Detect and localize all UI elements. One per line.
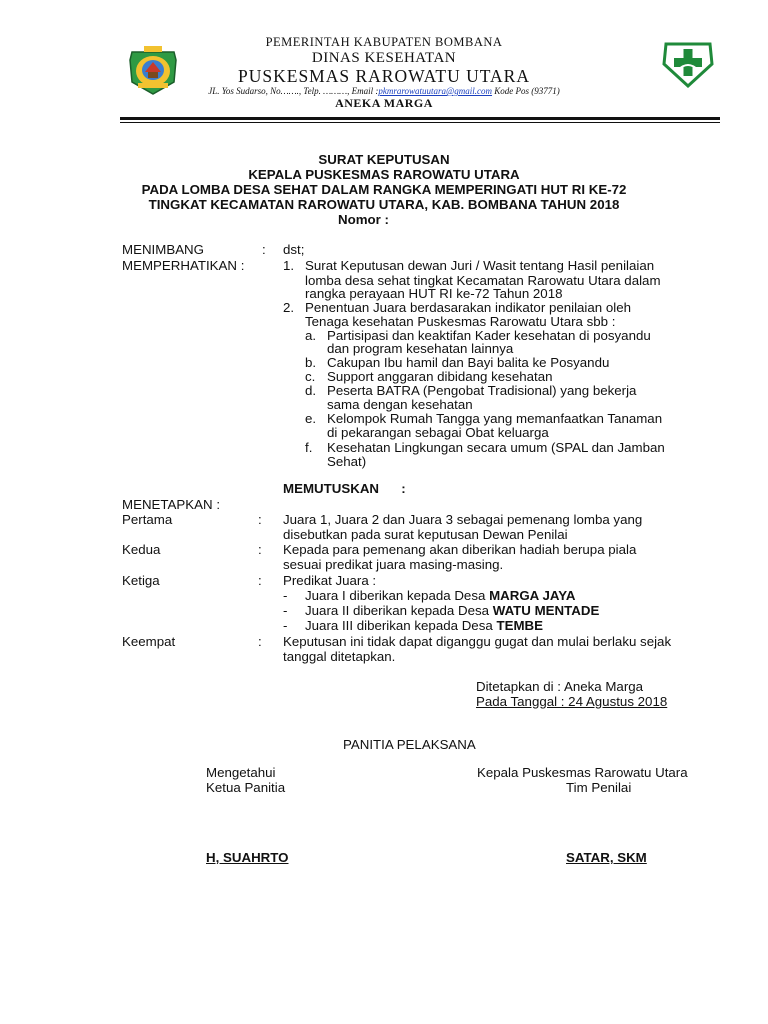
item1-line2: lomba desa sehat tingkat Kecamatan Rarowatu Utara dalam — [305, 273, 661, 288]
sign-right-name: SATAR, SKM — [566, 850, 647, 865]
keempat-line2: tanggal ditetapkan. — [283, 649, 396, 664]
title-nomor: Nomor : — [338, 212, 389, 227]
panitia-heading: PANITIA PELAKSANA — [343, 737, 476, 752]
pertama-line2: disebutkan pada surat keputusan Dewan Penilai — [283, 527, 568, 542]
menimbang-colon: : — [262, 242, 266, 257]
memperhatikan-label: MEMPERHATIKAN : — [122, 258, 245, 273]
winner-2 — [305, 603, 599, 618]
winner-2-desa: WATU MENTADE — [492, 603, 600, 618]
kedua-label: Kedua — [122, 542, 161, 557]
sub-key-a: a. — [305, 328, 317, 343]
pertama-label: Pertama — [122, 512, 173, 527]
kedua-colon: : — [258, 542, 262, 557]
ketiga-colon: : — [258, 573, 262, 588]
ketiga-line1: Predikat Juara : — [283, 573, 377, 588]
winner-1-desa: MARGA JAYA — [489, 588, 576, 603]
header-government: PEMERINTAH KABUPATEN BOMBANA — [265, 35, 503, 49]
sub-d-line1: Peserta BATRA (Pengobat Tradisional) yang bekerja — [327, 383, 637, 398]
title-tingkat: TINGKAT KECAMATAN RAROWATU UTARA, KAB. BOMBANA TAHUN 2018 — [148, 197, 620, 212]
keempat-line1: Keputusan ini tidak dapat diganggu gugat dan mulai berlaku sejak — [283, 634, 672, 649]
sign-left-name: H, SUAHRTO — [206, 850, 289, 865]
header-address — [0, 86, 768, 96]
sign-left-mengetahui: Mengetahui — [206, 765, 276, 780]
sub-d-line2: sama dengan kesehatan — [327, 397, 473, 412]
kedua-line1: Kepada para pemenang akan diberikan hadiah berupa piala — [283, 542, 637, 557]
menetapkan-label: MENETAPKAN : — [122, 497, 221, 512]
winner-2-text: Juara II diberikan kepada Desa — [305, 603, 493, 618]
sub-e-line2: di pekarangan sebagai Obat keluarga — [327, 425, 549, 440]
sign-left-role: Ketua Panitia — [206, 780, 286, 795]
sub-a-line2: dan program kesehatan lainnya — [327, 341, 514, 356]
keempat-colon: : — [258, 634, 262, 649]
sign-right-role: Tim Penilai — [566, 780, 632, 795]
sub-e-line1: Kelompok Rumah Tangga yang memanfaatkan Tanaman — [327, 411, 663, 426]
ditetapkan-date: Pada Tanggal : 24 Agustus 2018 — [476, 694, 668, 709]
memutuskan-heading: MEMUTUSKAN : — [283, 481, 406, 496]
item2-number: 2. — [283, 300, 295, 315]
winner-3-desa: TEMBE — [496, 618, 543, 633]
item1-line3: rangka perayaan HUT RI ke-72 Tahun 2018 — [305, 286, 563, 301]
menimbang-text: dst; — [283, 242, 305, 257]
menimbang-label: MENIMBANG — [122, 242, 205, 257]
winner-1-text: Juara I diberikan kepada Desa — [305, 588, 490, 603]
header-dinas: DINAS KESEHATAN — [311, 50, 457, 66]
sub-key-b: b. — [305, 355, 317, 370]
sub-f-line2: Sehat) — [327, 454, 367, 469]
winner-dash-3: - — [283, 618, 288, 633]
pertama-colon: : — [258, 512, 262, 527]
sub-key-e: e. — [305, 411, 317, 426]
pertama-line1: Juara 1, Juara 2 dan Juara 3 sebagai pemenang lomba yang — [283, 512, 643, 527]
title-lomba: PADA LOMBA DESA SEHAT DALAM RANGKA MEMPERINGATI HUT RI KE-72 — [141, 182, 627, 197]
item1-line1: Surat Keputusan dewan Juri / Wasit tentang Hasil penilaian — [305, 258, 655, 273]
winner-3 — [305, 618, 543, 633]
keempat-label: Keempat — [122, 634, 176, 649]
winner-1 — [305, 588, 576, 603]
postal-code: Kode Pos (93771) — [492, 86, 560, 96]
sub-key-d: d. — [305, 383, 317, 398]
winner-3-text: Juara III diberikan kepada Desa — [305, 618, 497, 633]
header-rule-thin — [120, 122, 720, 123]
item1-number: 1. — [283, 258, 295, 273]
header-rule-thick — [120, 117, 720, 120]
ketiga-label: Ketiga — [122, 573, 160, 588]
sub-key-f: f. — [305, 440, 313, 455]
ditetapkan-place: Ditetapkan di : Aneka Marga — [476, 679, 644, 694]
header-aneka-marga: ANEKA MARGA — [335, 96, 433, 110]
sub-c-line1: Support anggaran dibidang kesehatan — [327, 369, 553, 384]
kedua-line2: sesuai predikat juara masing-masing. — [283, 557, 504, 572]
title-surat: SURAT KEPUTUSAN — [318, 152, 450, 167]
address-text: JL. Yos Sudarso, No……., Telp. ………, Email : — [208, 86, 379, 96]
sign-right-title: Kepala Puskesmas Rarowatu Utara — [477, 765, 688, 780]
sub-key-c: c. — [305, 369, 316, 384]
title-kepala: KEPALA PUSKESMAS RAROWATU UTARA — [248, 167, 520, 182]
item2-line2: Tenaga kesehatan Puskesmas Rarowatu Utara sbb : — [305, 314, 616, 329]
sub-a-line1: Partisipasi dan keaktifan Kader kesehatan di posyandu — [327, 328, 651, 343]
email-link[interactable]: pkmrarowatuutara@gmail.com — [378, 86, 493, 96]
header-puskesmas: PUSKESMAS RAROWATU UTARA — [238, 66, 530, 86]
winner-dash-2: - — [283, 603, 288, 618]
sub-b-line1: Cakupan Ibu hamil dan Bayi balita ke Posyandu — [327, 355, 610, 370]
winner-dash-1: - — [283, 588, 288, 603]
item2-line1: Penentuan Juara berdasarakan indikator penilaian oleh — [305, 300, 632, 315]
sub-f-line1: Kesehatan Lingkungan secara umum (SPAL dan Jamban — [327, 440, 665, 455]
